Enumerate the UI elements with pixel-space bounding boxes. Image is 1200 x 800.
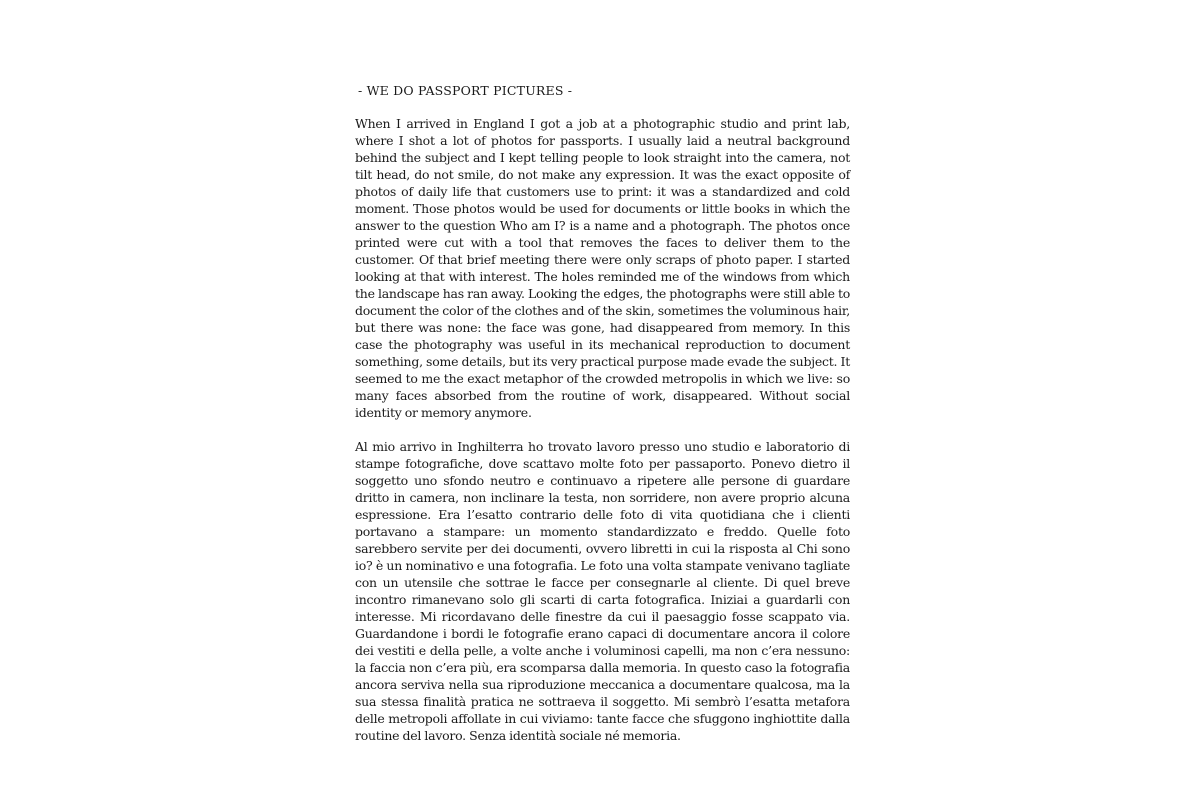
paragraph-english: When I arrived in England I got a job at a photographic studio and print lab, where I shot a lot of photos for passports. I usually laid a neutral background behind the subject and I kept telling people to look straight into the camera, not tilt head, do not smile, do not make any expression. It was the exact opposite of photos of daily life that customers use to print: it was a standardized and cold moment. Those photos would be used for documents or little books in which the answer to the question Who am I? is a name and a photograph. The photos once printed were cut with a tool that removes the faces to deliver them to the customer. Of that brief meeting there were only scraps of photo paper. I started looking at that with interest. The holes reminded me of the windows from which the landscape has ran away. Looking the edges, the photographs were still able to document the color of the clothes and of the skin, sometimes the voluminous hair, but there was none: the face was gone, had disappeared from memory. In this case the photography was useful in its mechanical reproduction to document something, some details, but its very practical purpose made evade the subject. It seemed to me the exact metaphor of the crowded metropolis in which we live: so many faces absorbed from the routine of work, disappeared. Without social identity or memory anymore. xyxy=(355,116,850,420)
document-title: - WE DO PASSPORT PICTURES - xyxy=(358,83,573,98)
paragraph-italian: Al mio arrivo in Inghilterra ho trovato lavoro presso uno studio e laboratorio di stampe fotografiche, dove scattavo molte foto per passaporto. Ponevo dietro il soggetto uno sfondo neutro e continuavo a ripetere alle persone di guardare dritto in camera, non inclinare la testa, non sorridere, non avere proprio alcuna espressione. Era l’esatto contrario delle foto di vita quotidiana che i clienti portavano a stampare: un momento standardizzato e freddo. Quelle foto sarebbero servite per dei documenti, ovvero libretti in cui la risposta al Chi sono io? è un nominativo e una fotografia. Le foto una volta stampate venivano tagliate con un utensile che sottrae le facce per consegnarle al cliente. Di quel breve incontro rimanevano solo gli scarti di carta fotografica. Iniziai a guardarli con interesse. Mi ricordavano delle finestre da cui il paesaggio fosse scappato via. Guardandone i bordi le fotografie erano capaci di documentare ancora il colore dei vestiti e della pelle, a volte anche i voluminosi capelli, ma non c’era nessuno: la faccia non c’era più, era scomparsa dalla memoria. In questo caso la fotografia ancora serviva nella sua riproduzione meccanica a documentare qualcosa, ma la sua stessa finalità pratica ne sottraeva il soggetto. Mi sembrò l’esatta metafora delle metropoli affollate in cui viviamo: tante facce che sfuggono inghiottite dalla routine del lavoro. Senza identità sociale né memoria. xyxy=(355,439,850,743)
text-column xyxy=(355,82,850,744)
